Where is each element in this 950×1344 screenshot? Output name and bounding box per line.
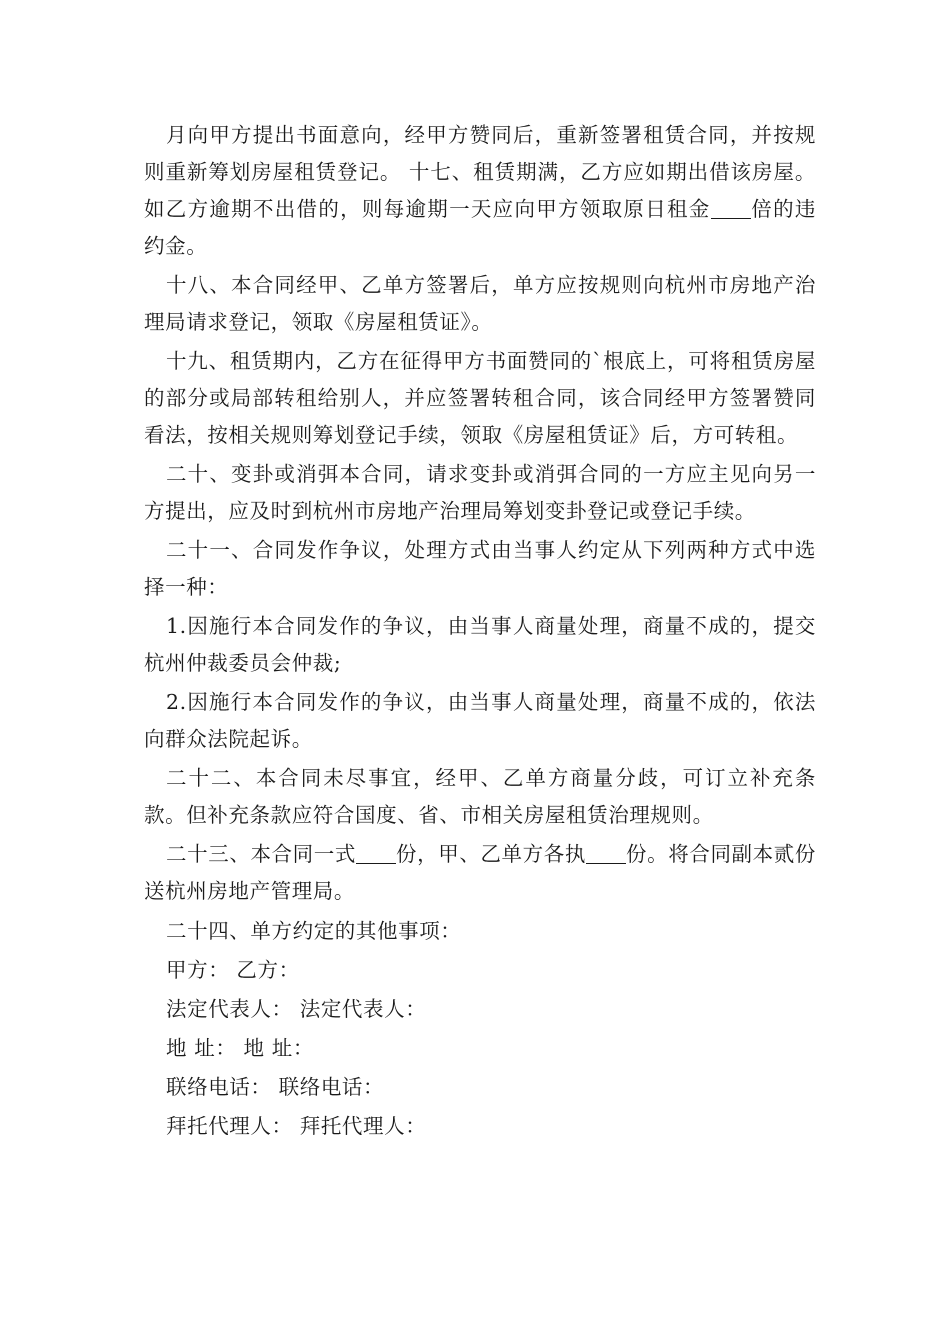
paragraph-clause-21: [144, 532, 816, 606]
clause-text: 1.因施行本合同发作的争议，由当事人商量处理，商量不成的，提交杭州仲裁委员会仲裁;: [144, 614, 816, 675]
clause-text: 倍的违约金。: [144, 197, 816, 258]
clause-text: 二十、变卦或消弭本合同，请求变卦或消弭合同的一方应主见向另一方提出，应及时到杭州市房地产治理局筹划变卦登记或登记手续。: [144, 462, 816, 523]
clause-text: 份，甲、乙单方各执: [396, 842, 586, 866]
clause-text: 月向甲方提出书面意向，经甲方赞同后，重新签署租赁合同，并按规则重新筹划房屋租赁登记。 十七、租赁期满，乙方应如期出借该房屋。如乙方逾期不出借的，则每逾期一天应向甲方领取原日租金: [144, 123, 816, 221]
signature-line-text: 拜托代理人： 拜托代理人：: [166, 1114, 427, 1138]
paragraph-clause-16-continued: [144, 117, 816, 265]
signature-party-line: [144, 951, 816, 990]
paragraph-clause-21-option-2: [144, 684, 816, 758]
signature-address-line: [144, 1029, 816, 1068]
paragraph-clause-22: [144, 760, 816, 834]
paragraph-clause-20: [144, 456, 816, 530]
clause-text: 二十二、本合同未尽事宜，经甲、乙单方商量分歧，可订立补充条款。但补充条款应符合国度、省、市相关房屋租赁治理规则。: [144, 766, 816, 827]
paragraph-clause-21-option-1: [144, 608, 816, 682]
signature-line-text: 甲方： 乙方：: [166, 958, 300, 982]
paragraph-clause-19: [144, 343, 816, 454]
signature-legal-rep-line: [144, 990, 816, 1029]
signature-agent-line: [144, 1107, 816, 1146]
clause-text: 份。将合同副本贰份送杭州房地产管理局。: [144, 842, 816, 903]
signature-line-text: 法定代表人： 法定代表人：: [166, 997, 427, 1021]
paragraph-clause-18: [144, 267, 816, 341]
clause-24-heading: [144, 912, 816, 951]
clause-text: 2.因施行本合同发作的争议，由当事人商量处理，商量不成的，依法向群众法院起诉。: [144, 690, 816, 751]
fill-in-blank: [711, 198, 751, 220]
fill-in-blank: [586, 843, 626, 865]
document-body: [144, 117, 816, 1146]
clause-text: 十九、租赁期内，乙方在征得甲方书面赞同的`根底上，可将租赁房屋的部分或局部转租给别人，并应签署转租合同，该合同经甲方签署赞同看法，按相关规则筹划登记手续，领取《房屋租赁证》后，方可转租。: [144, 349, 816, 447]
fill-in-blank: [356, 843, 396, 865]
paragraph-clause-23: [144, 836, 816, 910]
signature-line-text: 地 址： 地 址：: [166, 1036, 314, 1060]
clause-text: 二十三、本合同一式: [166, 842, 356, 866]
signature-line-text: 二十四、单方约定的其他事项：: [166, 919, 462, 943]
clause-text: 二十一、合同发作争议，处理方式由当事人约定从下列两种方式中选择一种：: [144, 538, 816, 599]
clause-text: 十八、本合同经甲、乙单方签署后，单方应按规则向杭州市房地产治理局请求登记，领取《房屋租赁证》。: [144, 273, 816, 334]
signature-line-text: 联络电话： 联络电话：: [166, 1075, 385, 1099]
signature-phone-line: [144, 1068, 816, 1107]
